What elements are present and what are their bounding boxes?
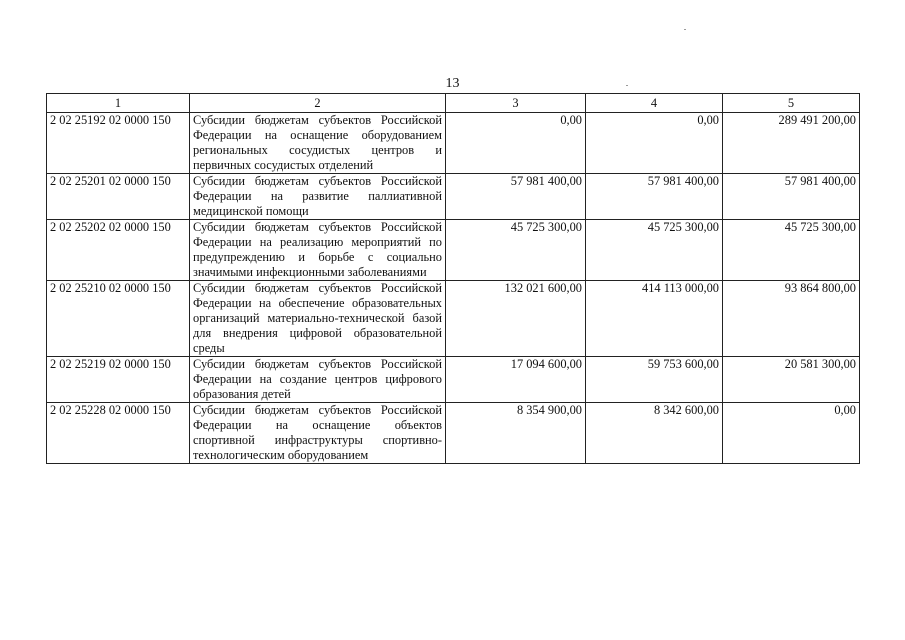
page-number: 13 — [445, 76, 460, 91]
amount-col4-cell: 59 753 600,00 — [586, 357, 723, 403]
amount-col3-cell: 132 021 600,00 — [446, 281, 586, 357]
budget-table — [46, 93, 860, 464]
amount-col3-cell: 17 094 600,00 — [446, 357, 586, 403]
amount-col4-cell: 45 725 300,00 — [586, 220, 723, 281]
item-name-cell: Субсидии бюджетам субъектов Российской Федерации на оснащение оборудованием региональных сосудистых центров и первичных сосудистых отделений — [190, 113, 446, 174]
item-name-cell: Субсидии бюджетам субъектов Российской Федерации на развитие паллиативной медицинской помощи — [190, 174, 446, 220]
table-row — [47, 357, 860, 403]
column-header: 5 — [723, 94, 860, 113]
column-header: 4 — [586, 94, 723, 113]
column-header: 1 — [47, 94, 190, 113]
amount-col5-cell: 0,00 — [723, 403, 860, 464]
amount-col3-cell: 8 354 900,00 — [446, 403, 586, 464]
table-row — [47, 403, 860, 464]
column-header: 2 — [190, 94, 446, 113]
budget-code-cell: 2 02 25201 02 0000 150 — [47, 174, 190, 220]
budget-code-cell: 2 02 25228 02 0000 150 — [47, 403, 190, 464]
item-name-cell: Субсидии бюджетам субъектов Российской Федерации на создание центров цифрового образования детей — [190, 357, 446, 403]
amount-col4-cell: 414 113 000,00 — [586, 281, 723, 357]
budget-code-cell: 2 02 25219 02 0000 150 — [47, 357, 190, 403]
column-header: 3 — [446, 94, 586, 113]
amount-col3-cell: 0,00 — [446, 113, 586, 174]
scan-speck — [684, 29, 686, 30]
amount-col5-cell: 93 864 800,00 — [723, 281, 860, 357]
amount-col5-cell: 20 581 300,00 — [723, 357, 860, 403]
budget-code-cell: 2 02 25202 02 0000 150 — [47, 220, 190, 281]
amount-col4-cell: 8 342 600,00 — [586, 403, 723, 464]
budget-code-cell: 2 02 25192 02 0000 150 — [47, 113, 190, 174]
amount-col5-cell: 57 981 400,00 — [723, 174, 860, 220]
table-row — [47, 220, 860, 281]
header-row — [47, 94, 860, 113]
item-name-cell: Субсидии бюджетам субъектов Российской Федерации на обеспечение образовательных организаций материально-технической базой для внедрения цифровой образовательной среды — [190, 281, 446, 357]
item-name-cell: Субсидии бюджетам субъектов Российской Федерации на оснащение объектов спортивной инфраструктуры спортивно-технологическим оборудованием — [190, 403, 446, 464]
amount-col3-cell: 57 981 400,00 — [446, 174, 586, 220]
table-row — [47, 281, 860, 357]
amount-col5-cell: 45 725 300,00 — [723, 220, 860, 281]
amount-col3-cell: 45 725 300,00 — [446, 220, 586, 281]
item-name-cell: Субсидии бюджетам субъектов Российской Федерации на реализацию мероприятий по предупреждению и борьбе с социально значимыми инфекционными заболеваниями — [190, 220, 446, 281]
amount-col4-cell: 0,00 — [586, 113, 723, 174]
amount-col4-cell: 57 981 400,00 — [586, 174, 723, 220]
budget-code-cell: 2 02 25210 02 0000 150 — [47, 281, 190, 357]
amount-col5-cell: 289 491 200,00 — [723, 113, 860, 174]
table-row — [47, 113, 860, 174]
table-row — [47, 174, 860, 220]
